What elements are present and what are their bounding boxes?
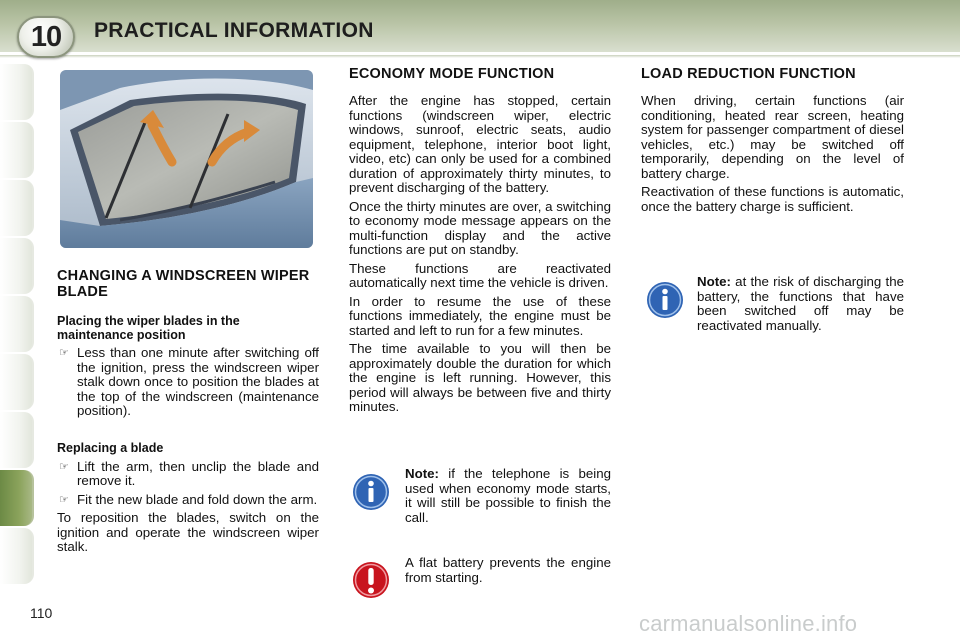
note-telephone (405, 467, 611, 525)
chapter-tab[interactable] (0, 238, 34, 294)
bullet-text: Fit the new blade and fold down the arm. (77, 491, 318, 507)
page-number: 110 (30, 605, 53, 621)
chapter-tab[interactable] (0, 122, 34, 178)
page-title: PRACTICAL INFORMATION (94, 19, 374, 42)
middle-column (349, 66, 611, 419)
note-manual-reactivation (697, 275, 904, 333)
note-body: at the risk of discharging the battery, the functions that have been switched off may be reactivated manually. (697, 274, 904, 333)
bullet-text: Lift the arm, then unclip the blade and remove it. (77, 458, 319, 488)
chapter-tab-active[interactable] (0, 470, 34, 526)
paragraph: To reposition the blades, switch on the ignition and operate the windscreen wiper stalk. (57, 510, 319, 554)
chapter-number-badge: 10 (17, 16, 75, 58)
paragraph: When driving, certain functions (air conditioning, heated rear screen, heating system for passenger compartment of diesel vehicles, etc.) may be switched off temporarily, depending on the level of battery charge. (641, 93, 904, 181)
paragraph: After the engine has stopped, certain functions (windscreen wiper, electric windows, sunroof, electric seats, audio equipment, telephone, interior boot light, video, etc) can only be used for a combined duration of approximately thirty minutes, to prevent discharging of the battery. (349, 93, 611, 195)
note-label: Note: (405, 466, 439, 481)
section-title-load-reduction: LOAD REDUCTION FUNCTION (641, 66, 856, 82)
section-title-wiper: CHANGING A WINDSCREEN WIPER BLADE (57, 268, 310, 300)
windscreen-wiper-illustration (60, 70, 313, 248)
paragraph: Reactivation of these functions is automatic, once the battery charge is sufficient. (641, 184, 904, 214)
chapter-tab[interactable] (0, 528, 34, 584)
paragraph: The time available to you will then be approximately double the duration for which the engine is left running. However, this period will always be between five and thirty minutes. (349, 341, 611, 414)
paragraph: Once the thirty minutes are over, a switching to economy mode message appears on the multi-function display and the active functions are put on standby. (349, 198, 611, 257)
chapter-tab[interactable] (0, 412, 34, 468)
pointing-hand-icon: ☞ (59, 347, 69, 359)
pointing-hand-icon: ☞ (59, 493, 69, 506)
section-title-economy: ECONOMY MODE FUNCTION (349, 66, 555, 82)
bullet-item (57, 460, 319, 489)
chapter-tab[interactable] (0, 64, 34, 120)
bullet-item (57, 493, 319, 508)
header-shadow (0, 55, 960, 58)
warning-flat-battery: A flat battery prevents the engine from starting. (405, 555, 611, 585)
chapter-tab[interactable] (0, 180, 34, 236)
left-column (57, 268, 319, 559)
pointing-hand-icon: ☞ (59, 460, 69, 473)
paragraph: These functions are reactivated automatically next time the vehicle is driven. (349, 260, 611, 290)
right-column (641, 66, 904, 218)
info-icon (352, 473, 390, 511)
watermark: carmanualsonline.info (639, 611, 858, 636)
note-body: if the telephone is being used when economy mode starts, it will still be possible to finish the call. (405, 466, 611, 525)
bullet-item (57, 346, 319, 419)
chapter-tabs (0, 64, 34, 580)
bullet-text: Less than one minute after switching off the ignition, press the windscreen wiper stalk down once to position the blades at the top of the windscreen (maintenance position). (77, 345, 319, 418)
subsection-title-replacing: Replacing a blade (57, 440, 164, 455)
chapter-tab[interactable] (0, 354, 34, 410)
note-label: Note: (697, 274, 731, 289)
chapter-tab[interactable] (0, 296, 34, 352)
exclamation-icon (352, 561, 390, 599)
info-icon (646, 281, 684, 319)
paragraph: In order to resume the use of these functions immediately, the engine must be started and left to run for a few minutes. (349, 293, 611, 338)
subsection-title-maintenance: Placing the wiper blades in the maintenance position (57, 314, 240, 342)
